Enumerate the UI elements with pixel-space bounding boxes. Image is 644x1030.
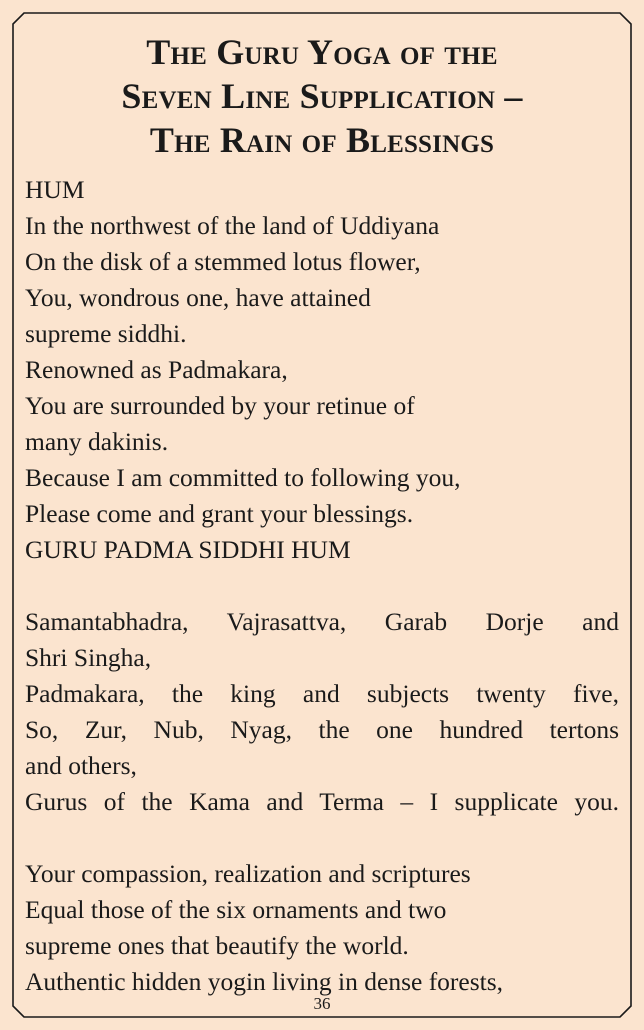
verse-line: Shri Singha, [25,643,152,672]
verse-line: Your compassion, realization and scriptures [25,859,471,888]
verse-line: On the disk of a stemmed lotus flower, [25,247,421,276]
verse-line: Samantabhadra, Vajrasattva, Garab Dorje and [25,607,619,636]
verse-line: Equal those of the six ornaments and two [25,895,447,924]
verse-line: Please come and grant your blessings. [25,499,414,528]
page-number: 36 [313,994,331,1013]
verse-line: and others, [25,751,137,780]
title-line-2: Seven Line Supplication – [121,76,523,116]
title-line-1: The Guru Yoga of the [146,32,498,72]
verse-line: Because I am committed to following you, [25,463,461,492]
verse-line: supreme siddhi. [25,319,187,348]
stanza-gap [25,820,619,856]
verse-line: Renowned as Padmakara, [25,355,288,384]
verse-3 [25,856,619,1000]
verse-line: Authentic hidden yogin living in dense forests, [25,967,504,996]
stanza-gap [25,568,619,604]
verse-line: many dakinis. [25,427,169,456]
verse-2 [25,604,619,820]
verse-line: supreme ones that beautify the world. [25,931,409,960]
prayer-text [25,172,619,1000]
verse-line: You, wondrous one, have attained [25,283,371,312]
verse-line: HUM [25,175,85,204]
mantra-line: GURU PADMA SIDDHI HUM [25,535,351,564]
verse-line: Padmakara, the king and subjects twenty five, [25,679,619,708]
verse-line: Gurus of the Kama and Terma – I supplicate you. [25,787,619,816]
verse-line: In the northwest of the land of Uddiyana [25,211,440,240]
title-line-3: The Rain of Blessings [149,120,495,160]
verse-line: You are surrounded by your retinue of [25,391,415,420]
verse-line: So, Zur, Nub, Nyag, the one hundred tertons [25,715,619,744]
page-title [0,30,644,162]
verse-1 [25,172,619,568]
